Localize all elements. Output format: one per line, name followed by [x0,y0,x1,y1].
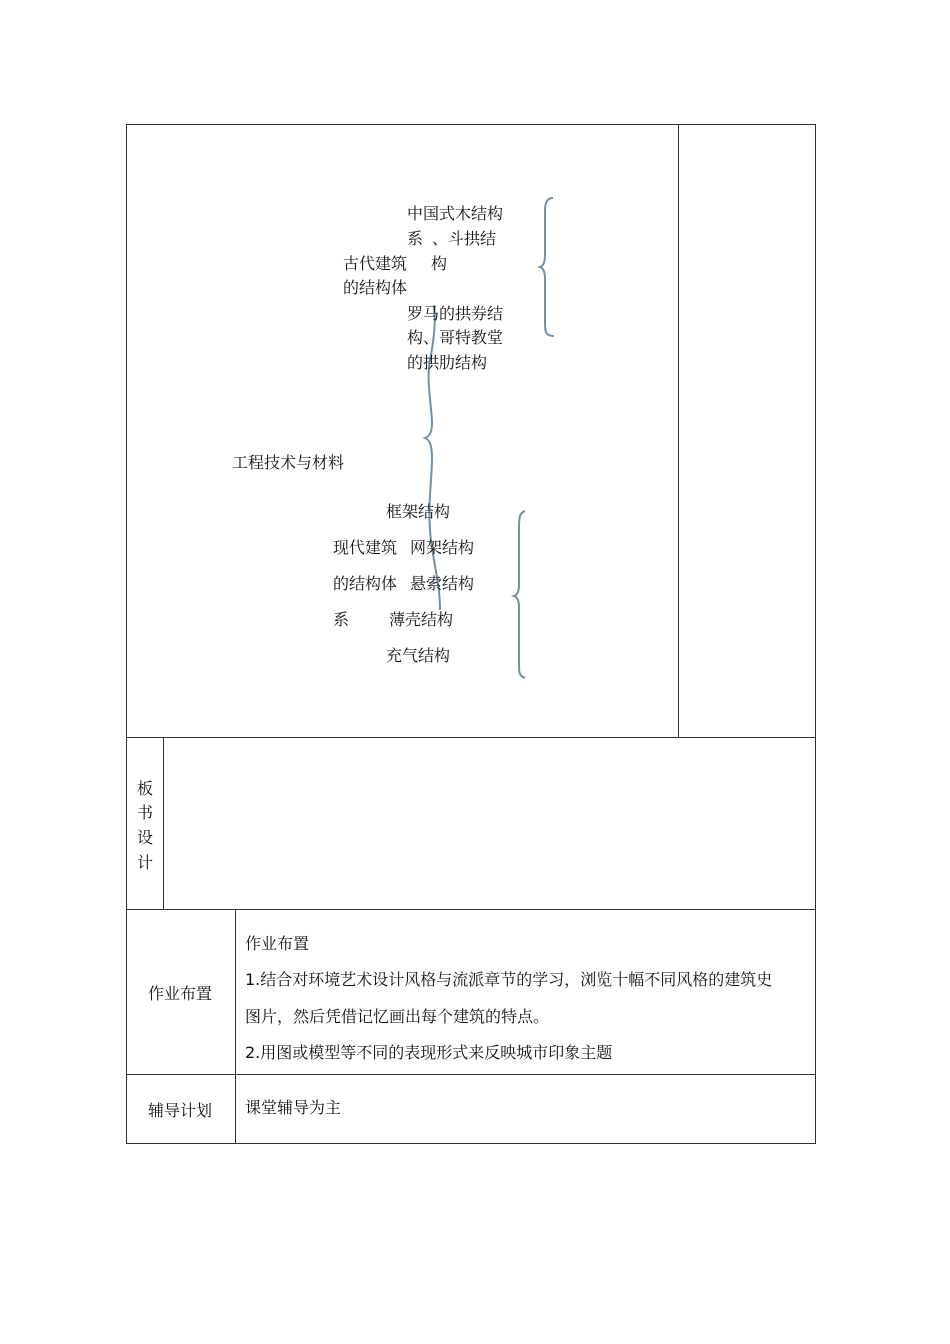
root-label: 工程技术与材料 [232,453,345,472]
modern-item-shell: 薄壳结构 [389,610,454,629]
ancient-item2-line3: 的拱肋结构 [407,353,488,372]
modern-item-space-frame: 网架结构 [410,538,475,557]
board-design-char-1: 板 [136,779,153,798]
ancient-item2-line2: 构、哥特教堂 [407,328,504,347]
ancient-item1-line1: 中国式木结构 [407,204,504,223]
ancient-item1-line3: 构 [431,254,448,273]
ancient-item2-line1: 罗马的拱券结 [407,304,504,323]
ancient-item1-line2b: 、斗拱结 [432,229,497,248]
homework-label: 作业布置 [148,984,213,1003]
ancient-label-line1: 古代建筑 [343,254,408,273]
ancient-label-line2: 的结构体 [343,278,408,297]
modern-item-inflatable: 充气结构 [386,646,451,665]
modern-label-line3: 系 [333,610,350,629]
board-design-char-3: 设 [136,828,153,847]
modern-item-frame: 框架结构 [386,502,451,521]
board-design-char-4: 计 [136,853,153,872]
tutoring-content: 课堂辅导为主 [245,1098,342,1117]
homework-title: 作业布置 [245,934,310,953]
homework-line-1: 1.结合对环境艺术设计风格与流派章节的学习，浏览十幅不同风格的建筑史 [245,970,773,989]
ancient-item1-line2a: 系 [407,229,424,248]
homework-line-2: 图片，然后凭借记忆画出每个建筑的特点。 [245,1007,550,1026]
board-design-char-2: 书 [136,803,153,822]
modern-label-line2: 的结构体 [333,574,398,593]
modern-item-cable: 悬索结构 [410,574,475,593]
modern-label-line1: 现代建筑 [333,538,398,557]
tutoring-label: 辅导计划 [148,1101,213,1120]
homework-line-3: 2.用图或模型等不同的表现形式来反映城市印象主题 [245,1043,613,1062]
